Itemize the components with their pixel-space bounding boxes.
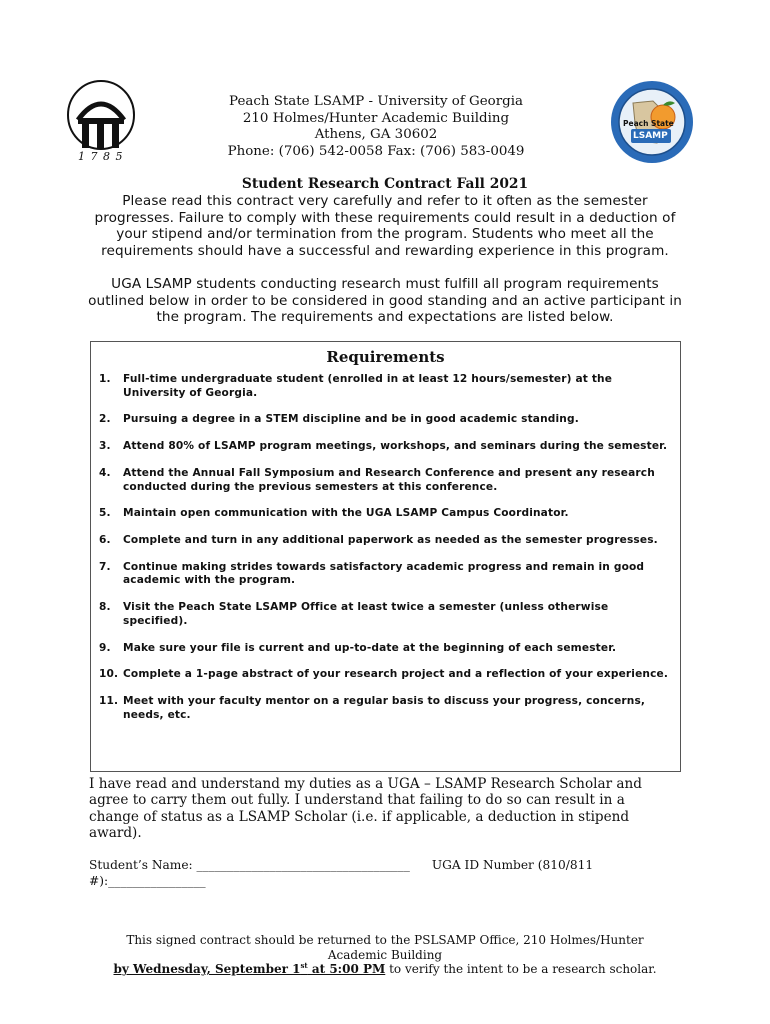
list-item — [99, 467, 673, 494]
header-line-3: Athens, GA 30602 — [314, 127, 438, 142]
list-item — [99, 534, 673, 548]
item-text: Continue making strides towards satisfactory academic progress and remain in good academic with the program. — [123, 560, 645, 587]
list-item — [99, 507, 673, 521]
deadline — [113, 962, 385, 976]
item-number: 9. — [99, 641, 111, 654]
footer-line-2 — [95, 962, 675, 977]
item-text: Attend the Annual Fall Symposium and Research Conference and present any research conducted during the previous semesters at this conference. — [123, 466, 655, 493]
logo-year: 1 7 8 5 — [78, 150, 124, 163]
item-number: 1. — [99, 373, 111, 385]
requirements-box — [90, 341, 681, 772]
item-text: Complete a 1-page abstract of your research project and a reflection of your experience. — [123, 668, 669, 681]
item-text: Visit the Peach State LSAMP Office at least twice a semester (unless otherwise specified). — [123, 601, 609, 627]
intro-paragraph-2: UGA LSAMP students conducting research must fulfill all program requirements outlined below in order to be considered in good standing and an active participant in the program. The requirements and expectations are listed below. — [88, 276, 682, 326]
contract-title: Student Research Contract Fall 2021 — [241, 176, 529, 192]
item-number: 6. — [99, 534, 111, 547]
deadline-suffix: st — [300, 961, 308, 971]
seal-text-bottom: LSAMP — [633, 131, 668, 141]
deadline-time: at 5:00 PM — [307, 962, 386, 977]
agreement-statement: I have read and understand my duties as a UGA – LSAMP Research Scholar and agree to carry them out fully. I understand that failing to do so can result in a change of status as a LSAMP Scholar (i.e. if applicable, a deduction in stipend award). — [89, 776, 642, 842]
footer-line-1: This signed contract should be returned to the PSLSAMP Office, 210 Holmes/Hunter Academic Building — [126, 933, 644, 962]
header-line-4: Phone: (706) 542-0058 Fax: (706) 583-0049 — [227, 143, 525, 159]
intro-paragraph-1: Please read this contract very carefully and refer to it often as the semester progresses. Failure to comply with these requirements could result in a deduction of your stipend and/or termination from the program. Students who meet all the requirements should have a successful and rewarding experience in this program. — [94, 193, 676, 259]
requirements-heading: Requirements — [326, 348, 445, 366]
return-instructions — [95, 933, 675, 977]
signature-block — [89, 858, 649, 889]
seal-text-top: Peach State — [623, 119, 674, 128]
item-text: Make sure your file is current and up-to-date at the beginning of each semester. — [123, 641, 617, 654]
list-item — [99, 561, 673, 588]
uga-arch-logo — [64, 80, 142, 164]
footer-line-2-rest: to verify the intent to be a research scholar. — [385, 962, 657, 977]
item-number: 8. — [99, 601, 111, 614]
deadline-date: by Wednesday, September 1 — [113, 962, 301, 977]
item-text: Meet with your faculty mentor on a regular basis to discuss your progress, concerns, needs, etc. — [123, 695, 646, 721]
list-item — [99, 440, 673, 454]
list-item — [99, 695, 673, 722]
item-number: 7. — [99, 560, 111, 573]
item-number: 11. — [99, 695, 119, 708]
item-text: Complete and turn in any additional paperwork as needed as the semester progresses. — [123, 534, 658, 547]
requirements-list — [99, 373, 673, 736]
item-number: 5. — [99, 507, 111, 520]
item-text: Full-time undergraduate student (enrolled in at least 12 hours/semester) at the University of Georgia. — [123, 373, 613, 399]
item-number: 4. — [99, 466, 111, 479]
list-item — [99, 601, 673, 628]
item-number: 3. — [99, 440, 111, 453]
list-item — [99, 413, 673, 427]
list-item — [99, 668, 673, 682]
item-text: Maintain open communication with the UGA LSAMP Campus Coordinator. — [123, 507, 569, 520]
header-line-1: Peach State LSAMP - University of Georgia — [229, 94, 523, 109]
item-text: Attend 80% of LSAMP program meetings, workshops, and seminars during the semester. — [123, 440, 668, 453]
list-item — [99, 373, 673, 400]
office-address-block — [150, 94, 602, 160]
list-item — [99, 642, 673, 656]
peach-state-lsamp-seal — [609, 79, 695, 165]
item-number: 10. — [99, 668, 119, 681]
student-name-field[interactable]: Student’s Name: ___________________________________ — [89, 858, 410, 872]
header-line-2: 210 Holmes/Hunter Academic Building — [242, 110, 510, 126]
item-text: Pursuing a degree in a STEM discipline and be in good academic standing. — [123, 413, 579, 426]
item-number: 2. — [99, 413, 111, 426]
uga-id-field[interactable]: UGA ID Number (810/811 #):________________ — [89, 858, 594, 888]
